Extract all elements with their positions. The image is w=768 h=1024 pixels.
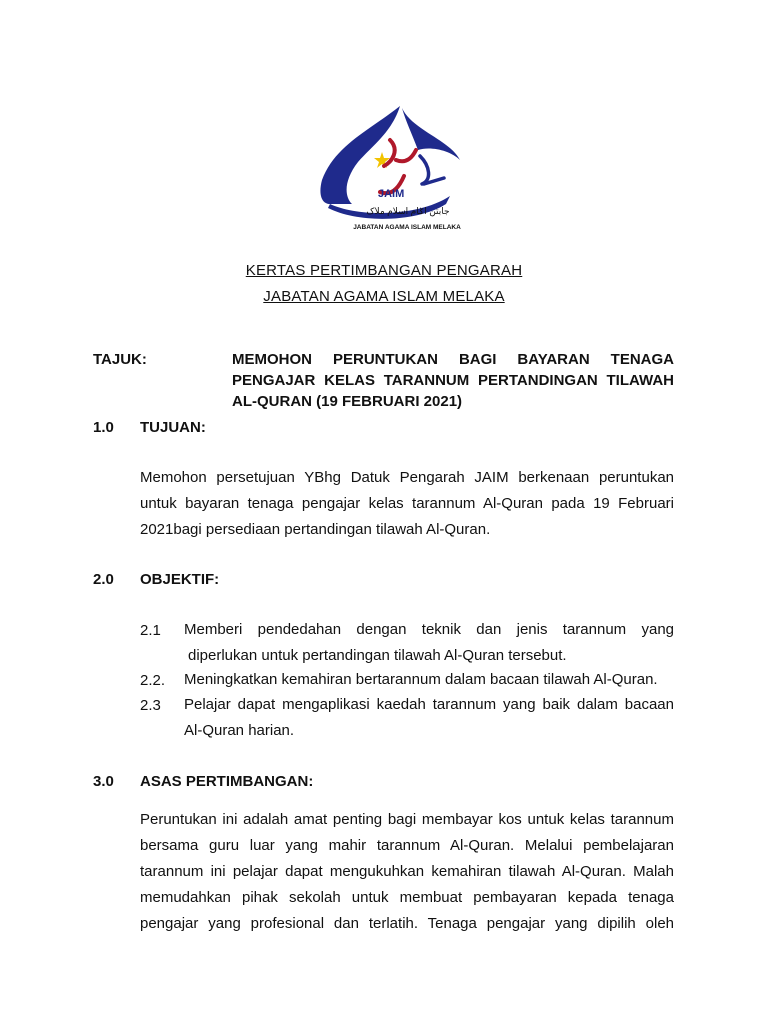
paragraph-line: bersama guru luar yang mahir tarannum Al-Quran. Melalui pembelajaran (140, 837, 674, 854)
objective-number: 2.3 (140, 697, 161, 714)
jaim-logo (300, 100, 470, 245)
logo-brand-text: JAIM (378, 188, 405, 200)
paragraph-line: tarannum ini pelajar dapat mengukuhkan kemahiran tilawah Al-Quran. Malah (140, 863, 674, 880)
section-3-paragraph (140, 807, 674, 937)
paragraph-line: untuk bayaran tenaga pengajar kelas tarannum Al-Quran pada 19 Februari (140, 495, 674, 512)
objective-line: Meningkatkan kemahiran bertarannum dalam bacaan tilawah Al-Quran. (184, 671, 658, 688)
section-number: 1.0 (93, 419, 114, 436)
objective-number: 2.2. (140, 672, 166, 689)
logo-agency-name: JABATAN AGAMA ISLAM MELAKA (353, 224, 461, 231)
paragraph-line: Peruntukan ini adalah amat penting bagi membayar kos untuk kelas tarannum (140, 811, 674, 828)
objective-line: Al-Quran harian. (184, 722, 295, 739)
subject-line: PENGAJAR KELAS TARANNUM PERTANDINGAN TILAWAH (232, 372, 674, 389)
section-1-paragraph (140, 465, 674, 543)
paragraph-line: 2021bagi persediaan pertandingan tilawah Al-Quran. (140, 521, 491, 538)
objective-item (184, 692, 674, 744)
paragraph-line: Memohon persetujuan YBhg Datuk Pengarah JAIM berkenaan peruntukan (140, 469, 674, 486)
document-subtitle: JABATAN AGAMA ISLAM MELAKA (263, 288, 505, 305)
logo-arabic-tagline: جابتن اݢام اسلام ملاک (366, 206, 450, 216)
subject-label: TAJUK: (93, 351, 147, 368)
section-heading: ASAS PERTIMBANGAN: (140, 773, 314, 790)
objective-item (184, 617, 674, 669)
objective-number: 2.1 (140, 622, 161, 639)
subject-line: MEMOHON PERUNTUKAN BAGI BAYARAN TENAGA (232, 351, 674, 368)
section-heading: TUJUAN: (140, 419, 206, 436)
paragraph-line: memudahkan pihak sekolah untuk membuat pembayaran kepada tenaga (140, 889, 674, 906)
subject-text (232, 349, 674, 412)
section-number: 3.0 (93, 773, 114, 790)
subject-line: AL-QURAN (19 FEBRUARI 2021) (232, 393, 463, 410)
objective-line: diperlukan untuk pertandingan tilawah Al-Quran tersebut. (188, 647, 567, 664)
objective-item (184, 667, 679, 693)
objective-line: Memberi pendedahan dengan teknik dan jenis tarannum yang (184, 621, 674, 638)
paragraph-line: pengajar yang profesional dan terlatih. Tenaga pengajar yang dipilih oleh (140, 915, 674, 932)
section-number: 2.0 (93, 571, 114, 588)
objective-line: Pelajar dapat mengaplikasi kaedah tarannum yang baik dalam bacaan (184, 696, 674, 713)
section-heading: OBJEKTIF: (140, 571, 220, 588)
document-title: KERTAS PERTIMBANGAN PENGARAH (245, 262, 523, 279)
